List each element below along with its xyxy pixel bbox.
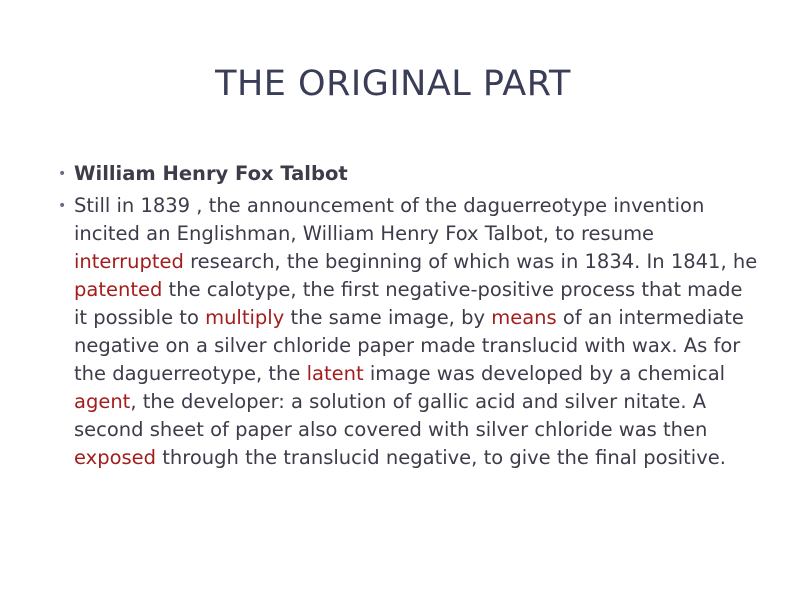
bullet-text xyxy=(74,192,758,472)
text-segment: image was developed by a chemical xyxy=(363,362,726,385)
text-segment: through the translucid negative, to give the final positive. xyxy=(156,446,726,469)
bullet-list xyxy=(58,160,758,476)
highlighted-term: multiply xyxy=(205,306,285,329)
bullet-item xyxy=(58,192,758,472)
bullet-text xyxy=(74,160,758,188)
text-segment: the calotype, the first negative-positive process that made it possible to xyxy=(74,278,743,329)
text-segment: Still in 1839 , the announcement of the daguerreotype invention incited an Englishman, William Henry Fox Talbot, to resume xyxy=(74,194,705,245)
slide-title: THE ORIGINAL PART xyxy=(215,64,571,104)
bullet-heading: William Henry Fox Talbot xyxy=(74,162,348,185)
highlighted-term: exposed xyxy=(74,446,157,469)
highlighted-term: interrupted xyxy=(74,250,184,273)
bullet-item xyxy=(58,160,758,188)
highlighted-term: latent xyxy=(306,362,364,385)
text-segment: research, the beginning of which was in 1834. In 1841, he xyxy=(183,250,758,273)
text-segment: of an intermediate negative on a silver chloride paper made translucid with wax. As for the daguerreotype, the xyxy=(74,306,744,385)
text-segment: , the developer: a solution of gallic acid and silver nitate. A second sheet of paper also covered with silver chloride was then xyxy=(74,390,708,441)
highlighted-term: patented xyxy=(74,278,163,301)
text-segment: the same image, by xyxy=(284,306,492,329)
highlighted-term: means xyxy=(491,306,557,329)
bullet-dot-icon: • xyxy=(58,198,67,214)
highlighted-term: agent xyxy=(74,390,131,413)
bullet-dot-icon: • xyxy=(58,166,67,182)
